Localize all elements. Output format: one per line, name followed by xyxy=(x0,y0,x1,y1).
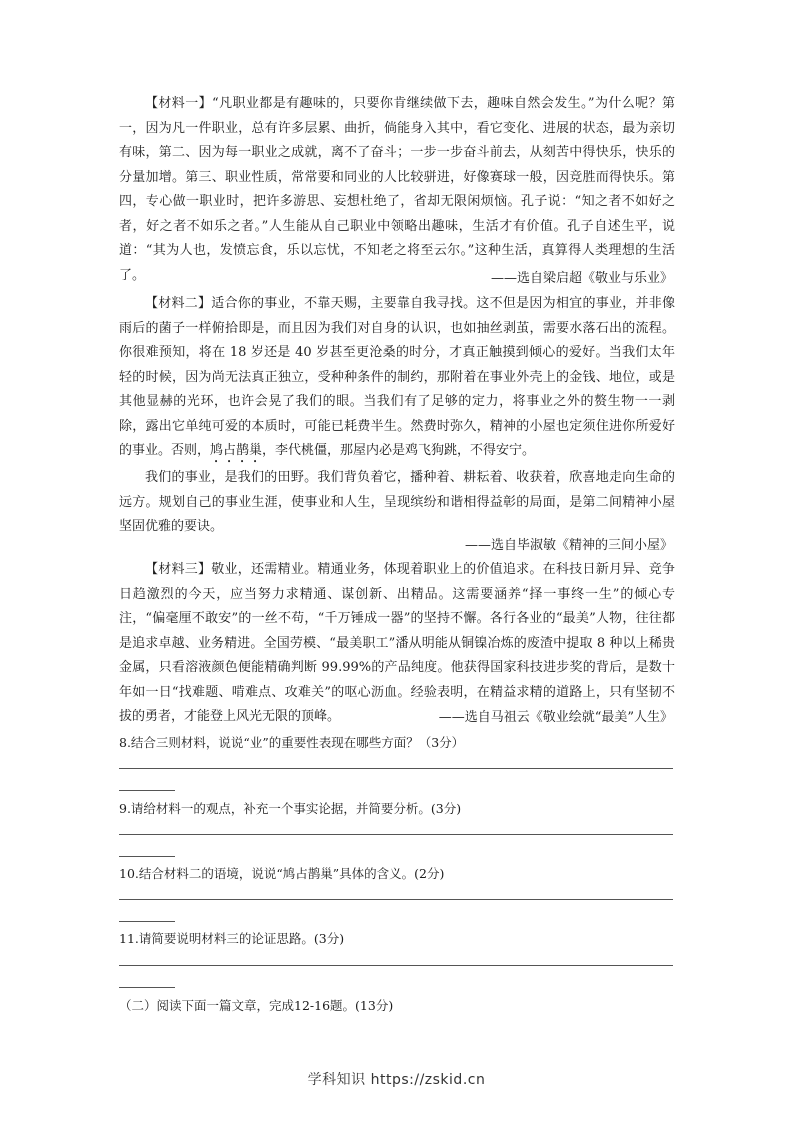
question-10: 10.结合材料二的语境，说说“鸠占鹊巢”具体的含义。(2分) xyxy=(119,866,445,881)
answer-short-line-9[interactable] xyxy=(119,856,175,857)
material-one-source: ——选自梁启超《敬业与乐业》 xyxy=(490,271,673,286)
answer-line-11[interactable] xyxy=(119,965,673,966)
answer-line-10[interactable] xyxy=(119,899,673,900)
question-9: 9.请给材料一的观点，补充一个事实论据，并简要分析。(3分) xyxy=(119,801,462,816)
section-two-heading: （二）阅读下面一篇文章，完成12-16题。(13分) xyxy=(119,998,394,1013)
material-two-source: ——选自毕淑敏《精神的三间小屋》 xyxy=(464,538,673,553)
answer-short-line-11[interactable] xyxy=(119,987,175,988)
footer-watermark: 学科知识 https://zskid.cn xyxy=(307,1072,486,1088)
material-one-text: “凡职业都是有趣味的，只要你肯继续做下去，趣味自然会发生。”为什么呢？第一，因为凡一件职业，总有许多层累、曲折，倘能身入其中，看它变化、进展的状态，最为亲切有味，第二、因为每一职业之成就，离不了奋斗；一步一步奋斗前去，从刻苦中得快乐，快乐的分量加增。第三、职业性质，常常要和同业的人比较骈进，好像赛球一般，因竞胜而得快乐。第四，专心做一职业时，把许多游思、妄想杜绝了，省却无限闲烦恼。孔子说：“知之者不如好之者，好之者不如乐之者。”人生能从自己职业中领略出趣味，生活才有价值。孔子自述生平，说道：“其为人也，发愤忘食，乐以忘忧，不知老之将至云尔。”这种生活，真算得人类理想的生活了。 xyxy=(119,96,675,283)
question-11: 11.请简要说明材料三的论证思路。(3分) xyxy=(119,931,345,946)
material-three-paragraph xyxy=(119,558,675,730)
answer-short-line-10[interactable] xyxy=(119,921,175,922)
material-two-text-before: 适合你的事业，不靠天赐，主要靠自我寻找。这不但是因为相宜的事业，并非像雨后的菌子一样俯拾即是，而且因为我们对自身的认识，也如抽丝剥茧，需要水落石出的流程。你很难预知，将在 18 岁还是 40 岁甚至更沧桑的时分，才真正触摸到倾心的爱好。当我们太年轻的时候，因为尚无法真正独立，受种种条件的制约，那附着在事业外壳上的金钱、地位，或是其他显赫的光环，也许会晃了我们的眼。当我们有了足够的定力，将事业之外的赘生物一一剥除，露出它单纯可爱的本质时，可能已耗费半生。然费时弥久，精神的小屋也定须住进你所爱好的事业。否则， xyxy=(119,296,675,458)
material-two-tag: 【材料二】 xyxy=(145,296,212,311)
question-8: 8.结合三则材料，说说“业”的重要性表现在哪些方面？（3分） xyxy=(119,735,465,750)
answer-line-9[interactable] xyxy=(119,834,673,835)
material-two-dotted-phrase: 鸠占鹊巢 xyxy=(210,443,263,458)
material-three-tag: 【材料三】 xyxy=(145,562,212,577)
answer-line-8[interactable] xyxy=(119,768,673,769)
material-two-paragraph-2: 我们的事业，是我们的田野。我们背负着它，播种着、耕耘着、收获着，欣喜地走向生命的远方。规划自己的事业生涯，使事业和人生，呈现缤纷和谐相得益彰的局面，是第二间精神小屋坚固优雅的要诀。 xyxy=(119,470,675,534)
material-three-source: ——选自马祖云《敬业绘就“最美”人生》 xyxy=(438,710,673,725)
material-two-paragraph xyxy=(119,292,675,466)
material-one-tag: 【材料一】 xyxy=(145,96,213,111)
material-one-paragraph xyxy=(119,92,675,288)
material-three-text: 敬业，还需精业。精通业务，体现着职业上的价值追求。在科技日新月异、竞争日趋激烈的今天，应当努力求精通、谋创新、出精品。这需要涵养“择一事终一生”的倾心专注，“偏毫厘不敢安”的一丝不苟，“千万锤成一器”的坚持不懈。各行各业的“最美”人物，往往都是追求卓越、业务精进。全国劳模、“最美职工”潘从明能从铜镍冶炼的废渣中提取 8 种以上稀贵金属，只看溶液颜色便能精确判断 99.99%的产品纯度。他获得国家科技进步奖的背后，是数十年如一日“找难题、啃难点、攻难关”的呕心沥血。经验表明，在精益求精的道路上，只有坚韧不拔的勇者，才能登上风光无限的顶峰。 xyxy=(119,562,675,724)
material-two-text-after: ，李代桃僵，那屋内必是鸡飞狗跳，不得安宁。 xyxy=(262,443,536,458)
answer-short-line-8[interactable] xyxy=(119,790,175,791)
